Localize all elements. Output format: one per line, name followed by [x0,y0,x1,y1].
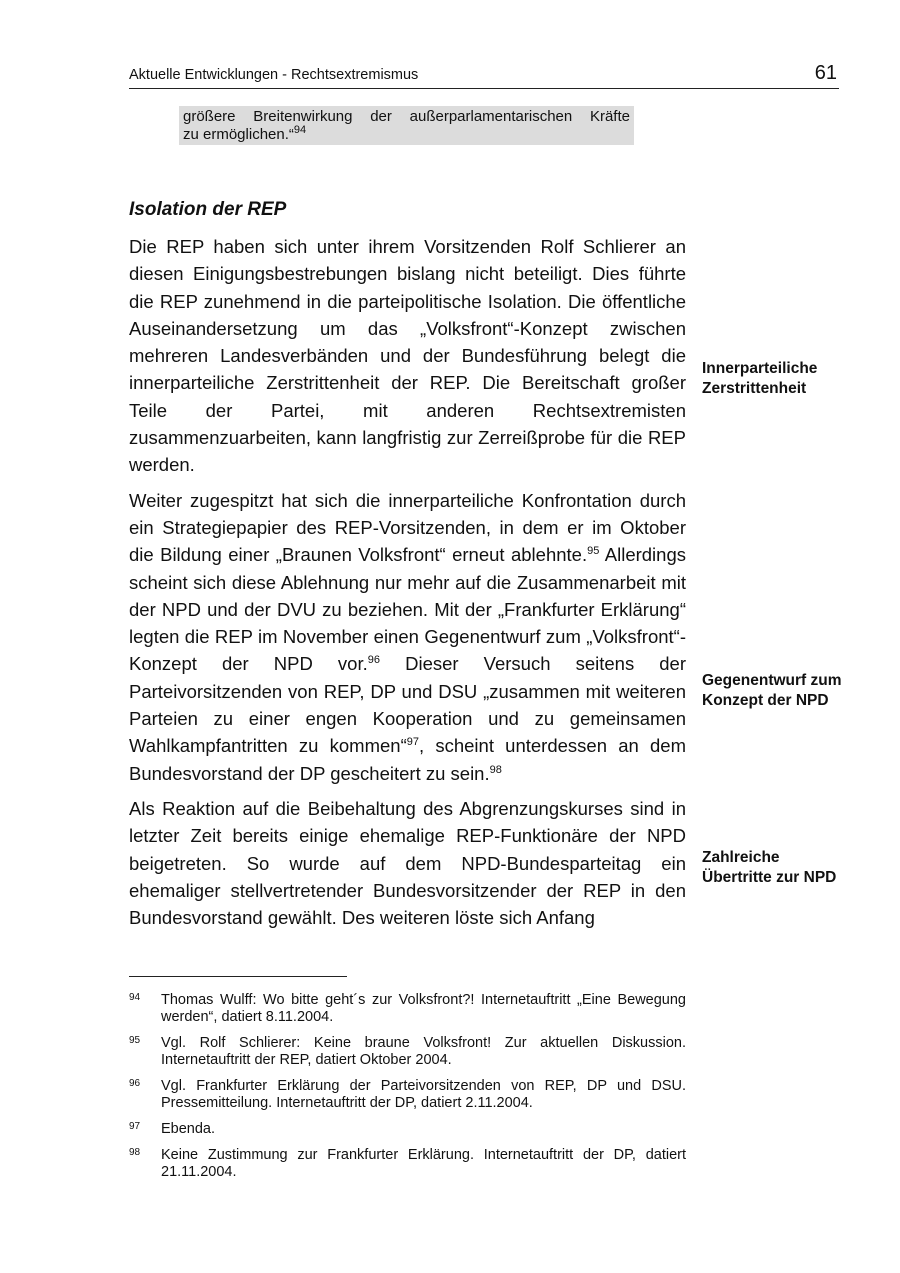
footnote-text: Vgl. Rolf Schlierer: Keine braune Volksfront! Zur aktuellen Diskussion. Internetauftritt der REP, datiert Oktober 2004. [161,1035,686,1068]
paragraph-1: Die REP haben sich unter ihrem Vorsitzenden Rolf Schlierer an diesen Einigungsbestrebungen bislang nicht beteiligt. Dies führte die REP zunehmend in die parteipolitische Isolation. Die öffentliche Auseinandersetzung um das „Volksfront“-Konzept zwischen mehreren Landesverbänden und der Bundesführung belegt die innerparteiliche Zerstrittenheit der REP. Die Bereitschaft großer Teile der Partei, mit anderen Rechtsextremisten zusammenzuarbeiten, kann langfristig zur Zerreißprobe für die REP werden. [129,236,686,476]
footnote-number: 96 [129,1078,141,1089]
footnote-97 [129,1121,686,1138]
footnote-number: 97 [129,1121,141,1132]
footnote-number: 98 [129,1147,141,1158]
footnote-96 [129,1078,686,1112]
paragraph-3: Als Reaktion auf die Beibehaltung des Abgrenzungskurses sind in letzter Zeit bereits einige ehemalige REP-Funktionäre der NPD beigetreten. So wurde auf dem NPD-Bundesparteitag ein ehemaliger stellvertretender Bundesvorsitzender der REP in den Bundesvorstand gewählt. Des weiteren löste sich Anfang [129,797,686,929]
footnote-95 [129,1035,686,1069]
footnote-ref-96[interactable]: 96 [367,654,381,667]
footnote-98 [129,1147,686,1181]
footnote-text: Ebenda. [161,1121,216,1137]
paragraph-2-part-a: Weiter zugespitzt hat sich die innerparteiliche Konfrontation durch ein Strategiepapier des REP-Vorsitzenden, in dem er im Oktober die Bildung einer „Braunen Volksfront“ erneut ablehnte. [129,489,686,566]
highlighted-quote [179,106,634,145]
paragraph-2-part-d: , scheint unterdessen an dem Bundesvorstand der DP gescheitert zu sein. [129,735,686,784]
footnote-ref-97[interactable]: 97 [406,736,419,749]
page-header [129,62,839,89]
margin-note-line: Gegenentwurf zum [702,672,842,689]
page-number: 61 [814,62,837,84]
footnote-ref-95[interactable]: 95 [587,545,600,558]
margin-note-line: Zerstrittenheit [702,379,807,397]
paragraph-2-part-b: Allerdings scheint sich diese Ablehnung nur mehr auf die Zusammenarbeit mit der NPD und der DVU zu beziehen. Mit der „Frankfurter Erklärung“ legten die REP im November einen Gegenentwurf zum „Volksfront“-Konzept der NPD vor. [129,544,686,675]
margin-note-uebertritte [702,848,836,887]
margin-note-line: Zahlreiche [702,849,780,866]
margin-note-line: Innerparteiliche [702,360,818,377]
footnote-divider [129,976,347,977]
footnote-ref-94[interactable]: 94 [293,124,307,136]
footnote-94 [129,992,686,1026]
footnote-number: 95 [129,1035,141,1046]
paragraph-2 [129,487,686,787]
quote-line-2: zu ermöglichen.“ [183,126,294,143]
footnote-ref-98[interactable]: 98 [489,763,502,776]
margin-note-line: Konzept der NPD [702,691,829,709]
footnote-text: Thomas Wulff: Wo bitte geht´s zur Volksfront?! Internetauftritt „Eine Bewegung werden“, datiert 8.11.2004. [161,992,686,1025]
footnote-text: Keine Zustimmung zur Frankfurter Erklärung. Internetauftritt der DP, datiert 21.11.2004. [161,1147,686,1180]
footnote-number: 94 [129,992,141,1003]
quote-line-1: größere Breitenwirkung der außerparlamentarischen Kräfte [183,108,630,125]
paragraph-2-part-c: Dieser Versuch seitens der Parteivorsitzenden von REP, DP und DSU „zusammen mit weiteren Parteien zu einer engen Kooperation und zu gemeinsamen Wahlkampfantritten zu kommen“ [129,653,687,757]
margin-note-gegenentwurf [702,671,842,710]
margin-note-line: Übertritte zur NPD [702,868,837,886]
running-title: Aktuelle Entwicklungen - Rechtsextremismus [129,67,419,83]
section-heading: Isolation der REP [129,199,287,220]
footnotes [129,992,686,1190]
footnote-text: Vgl. Frankfurter Erklärung der Parteivorsitzenden von REP, DP und DSU. Pressemitteilung. Internetauftritt der DP, datiert 2.11.2004. [161,1078,686,1111]
main-text [129,233,686,939]
margin-note-zerstrittenheit [702,359,817,398]
